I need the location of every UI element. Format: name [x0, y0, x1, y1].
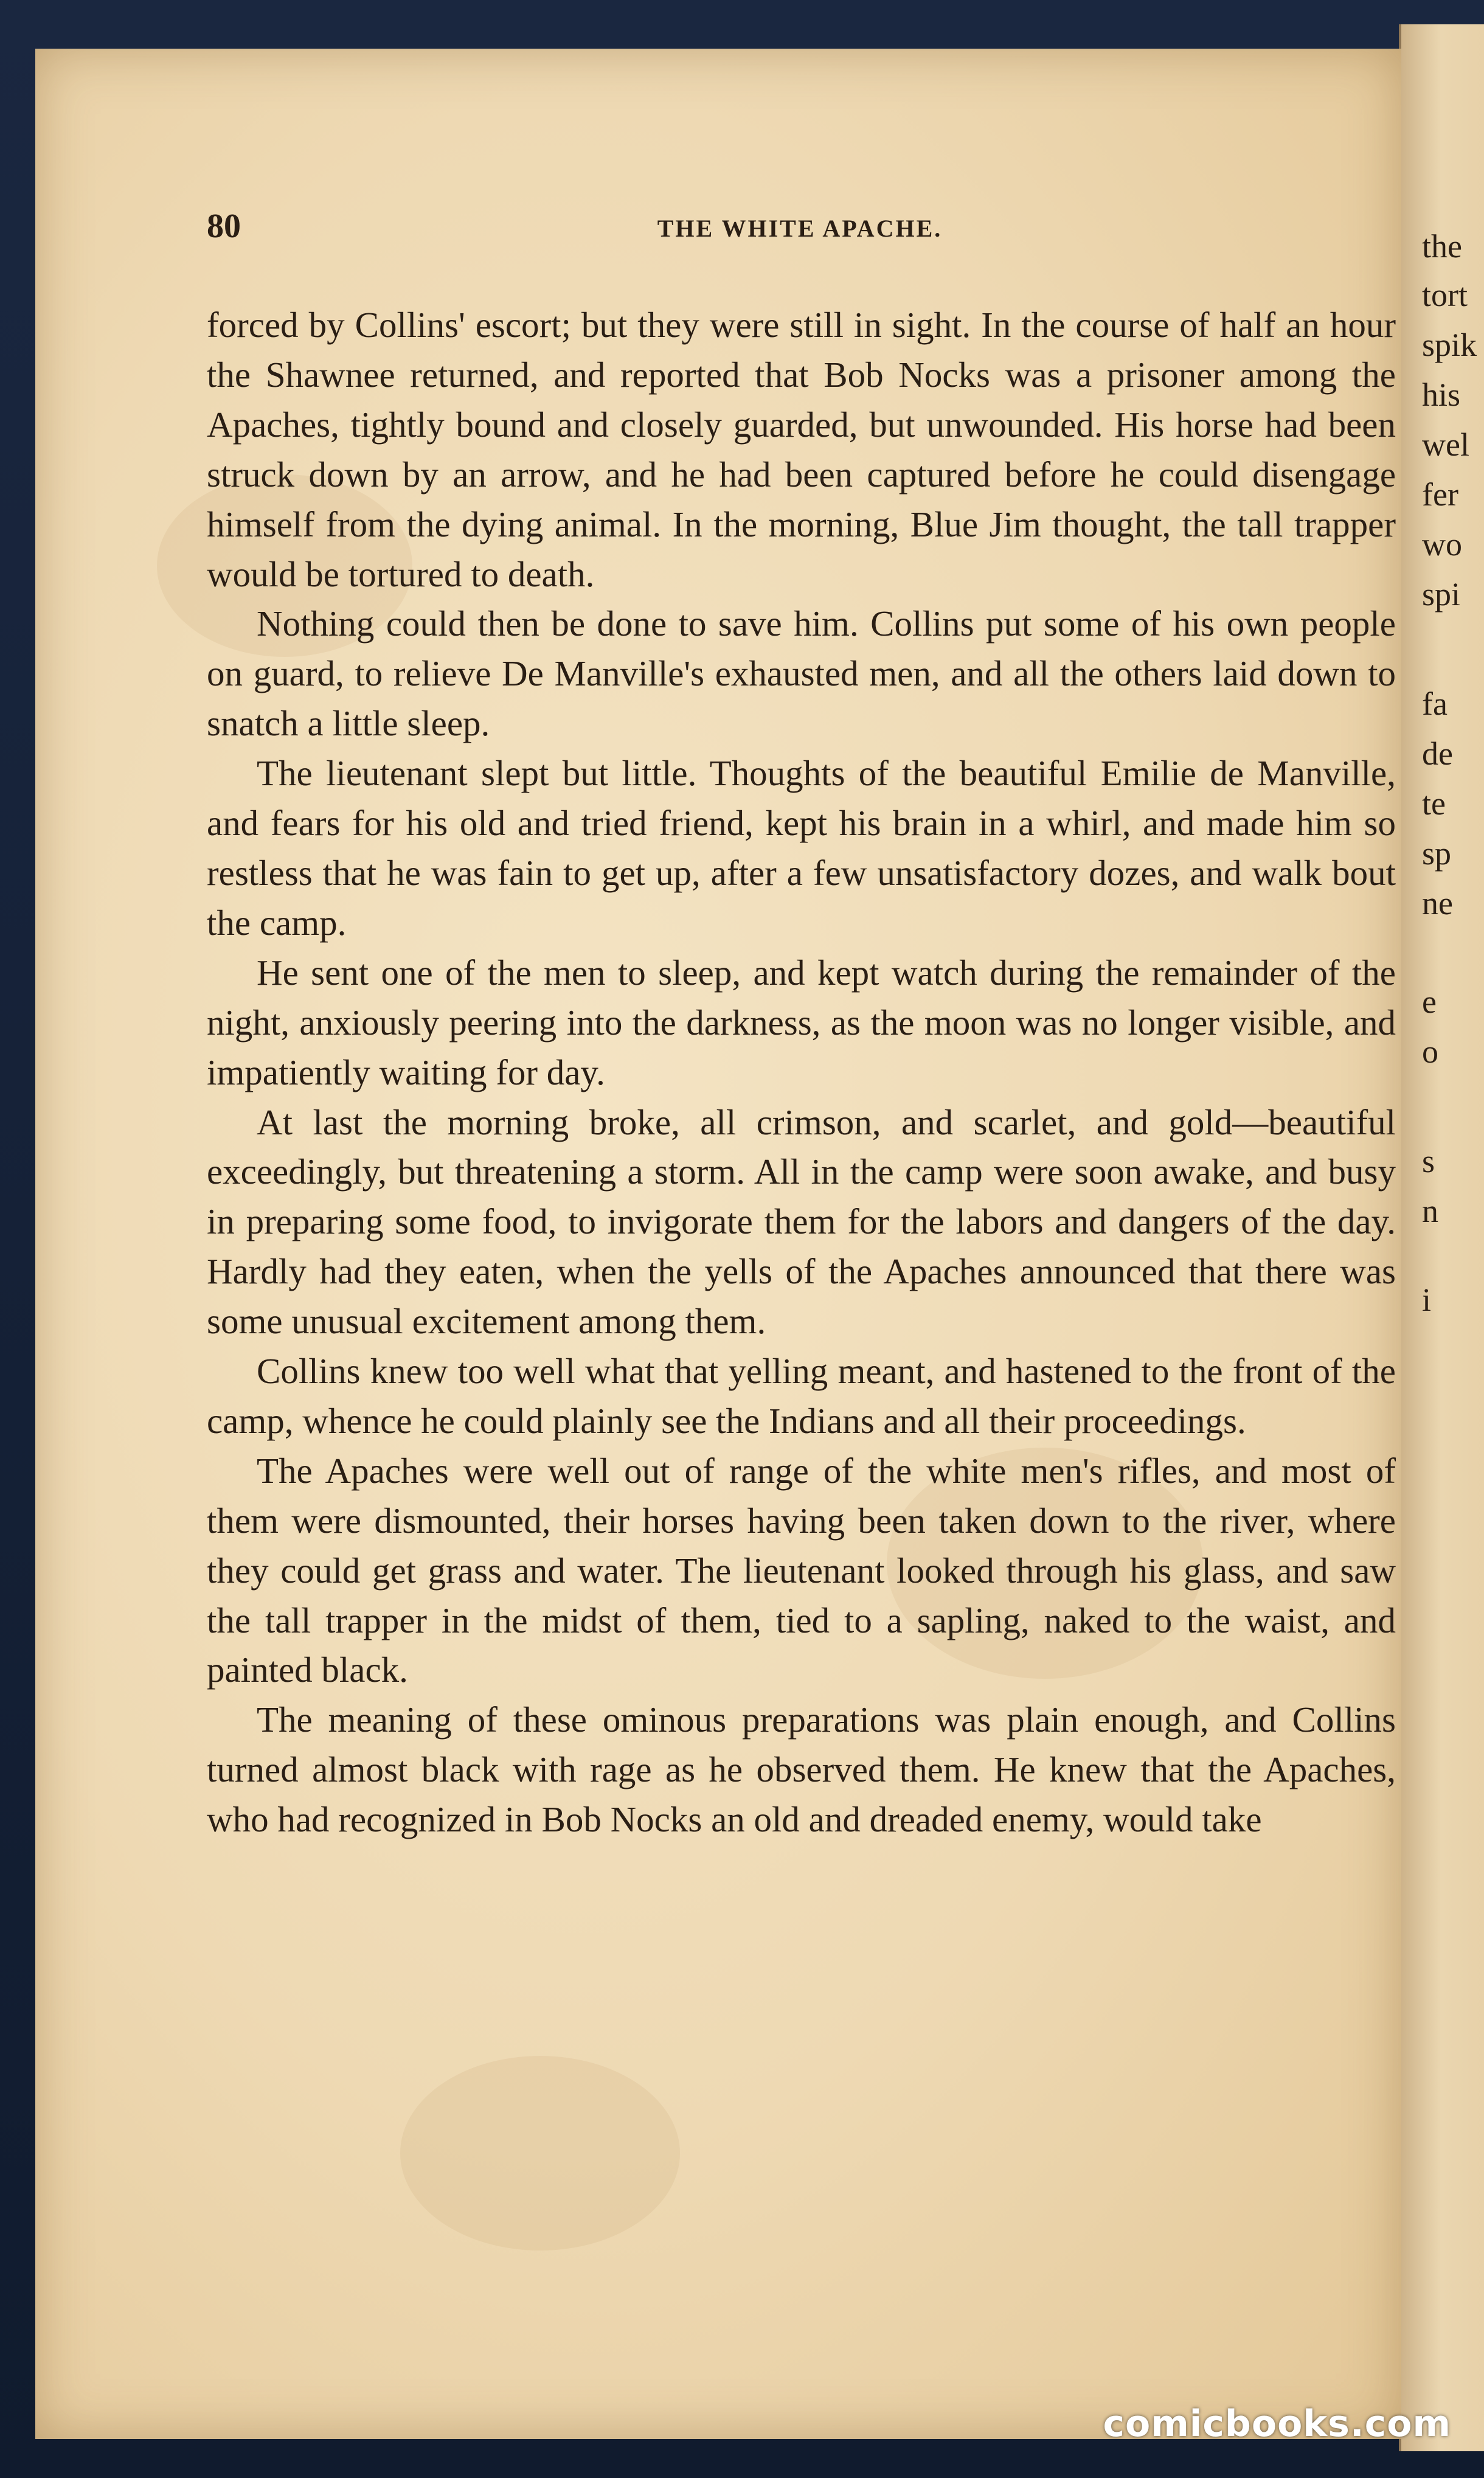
paragraph: The lieutenant slept but little. Thoughts of the beautiful Emilie de Manville, and fears for his old and tried friend, kept his brain in a whirl, and made him so restless that he was fain to get up, after a few unsatisfactory dozes, and walk bout the camp. [207, 753, 1396, 943]
next-page-fragment: wo [1422, 526, 1462, 563]
paragraph: The Apaches were well out of range of the white men's rifles, and most of them were dismounted, their horses having been taken down to the river, where they could get grass and water. The lieutenant looked through his glass, and saw the tall trapper in the midst of them, tied to a sapling, naked to the waist, and painted black. [207, 1450, 1396, 1690]
next-page-fragment: fa [1422, 685, 1448, 722]
next-page-fragment: ne [1422, 885, 1453, 921]
body-text [207, 300, 1396, 1845]
next-page-fragment: the [1422, 228, 1462, 265]
next-page-fragment: n [1422, 1193, 1438, 1229]
next-page-fragment: sp [1422, 835, 1452, 872]
paragraph: The meaning of these ominous preparations was plain enough, and Collins turned almost black with rage as he observed them. He knew that the Apaches, who had recognized in Bob Nocks an old and dreaded enemy, would take [207, 1699, 1396, 1840]
paragraph: He sent one of the men to sleep, and kept watch during the remainder of the night, anxiously peering into the darkness, as the moon was no longer visible, and impatiently waiting for day. [207, 952, 1396, 1092]
next-page-fragment: his [1422, 377, 1461, 413]
next-page-fragment: i [1422, 1282, 1432, 1318]
next-page-fragment: tort [1422, 277, 1468, 313]
next-page-fragment: spi [1422, 576, 1461, 613]
running-head [207, 207, 1393, 249]
running-head-title: THE WHITE APACHE. [657, 215, 943, 242]
next-page-fragment: s [1422, 1143, 1435, 1179]
watermark: comicbooks.com [1103, 2403, 1451, 2445]
paper-stain [400, 2056, 680, 2251]
next-page-fragment: fer [1422, 476, 1458, 513]
adjacent-page-edge [1399, 24, 1484, 2451]
next-page-fragment: te [1422, 785, 1446, 822]
paragraph: Nothing could then be done to save him. Collins put some of his own people on guard, to relieve De Manville's exhausted men, and all the others laid down to snatch a little sleep. [207, 603, 1396, 744]
page-number: 80 [207, 207, 241, 245]
next-page-fragment: e [1422, 984, 1437, 1020]
paragraph: Collins knew too well what that yelling meant, and hastened to the front of the camp, whence he could plainly see the Indians and all their proceedings. [207, 1351, 1396, 1441]
next-page-fragment: de [1422, 735, 1453, 772]
next-page-fragment: spik [1422, 327, 1477, 363]
next-page-fragment: o [1422, 1033, 1438, 1070]
paragraph: At last the morning broke, all crimson, and scarlet, and gold—beautiful exceedingly, but threatening a storm. All in the camp were soon awake, and busy in preparing some food, to invigorate them for the labors and dangers of the day. Hardly had they eaten, when the yells of the Apaches announced that there was some unusual excitement among them. [207, 1102, 1396, 1342]
next-page-fragment: wel [1422, 426, 1469, 463]
paragraph: forced by Collins' escort; but they were still in sight. In the course of half an hour the Shawnee returned, and reported that Bob Nocks was a prisoner among the Apaches, tightly bound and closely guarded, but unwounded. His horse had been struck down by an arrow, and he had been captured before he could disengage himself from the dying animal. In the morning, Blue Jim thought, the tall trapper would be tortured to death. [207, 305, 1396, 594]
